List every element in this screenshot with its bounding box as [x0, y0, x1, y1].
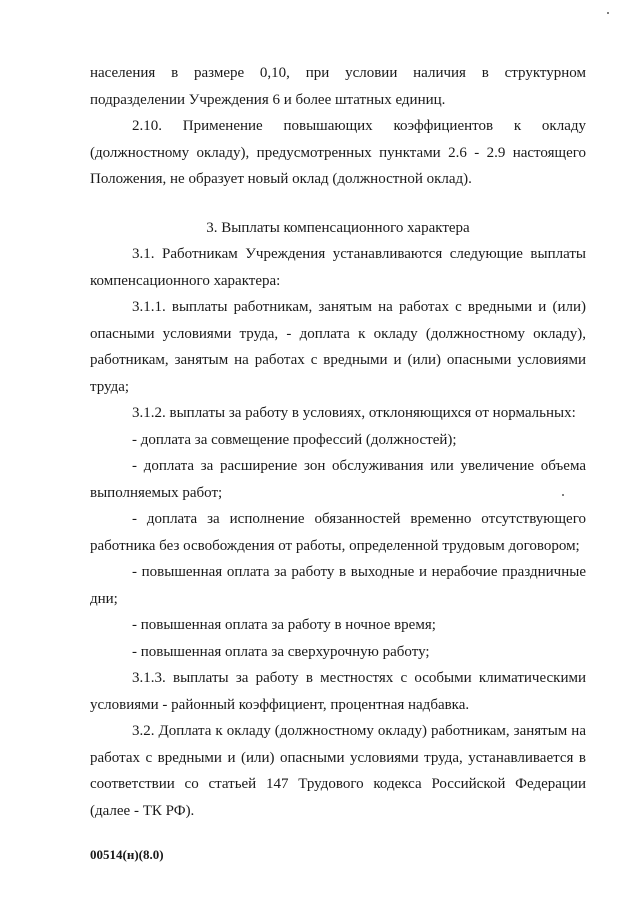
list-item: - доплата за исполнение обязанностей временно отсутствующего работника без освобождения от работы, определенной трудовым договором; — [90, 511, 586, 554]
list-item: - повышенная оплата за работу в ночное время; — [132, 617, 436, 633]
list-item: - доплата за совмещение профессий (должностей); — [132, 431, 457, 448]
list-item: - доплата за расширение зон обслуживания или увеличение объема выполняемых работ; — [90, 458, 586, 501]
paragraph: населения в размере 0,10, при условии наличия в структурном подразделении Учреждения 6 и более штатных единиц. — [90, 65, 586, 108]
list-item: - повышенная оплата за работу в выходные и нерабочие праздничные дни; — [90, 564, 586, 607]
paragraph: 3.1.1. выплаты работникам, занятым на работах с вредными и (или) опасными условиями труда, - доплата к окладу (должностному окладу), работникам, занятым на работах с вредными и (или) опасными условиями труда; — [90, 299, 586, 395]
scan-speck — [607, 12, 609, 14]
paragraph: 3.1. Работникам Учреждения устанавливаются следующие выплаты компенсационного характера: — [90, 246, 586, 289]
list-item: - повышенная оплата за сверхурочную работу; — [132, 643, 430, 660]
paragraph: 3.1.3. выплаты за работу в местностях с особыми климатическими условиями - районный коэффициент, процентная надбавка. — [90, 670, 586, 713]
paragraph: 3.2. Доплата к окладу (должностному окладу) работникам, занятым на работах с вредными и (или) опасными условиями труда, устанавливается в соответствии со статьей 147 Трудового кодекса Российской Федерации (далее - ТК РФ). — [90, 723, 586, 819]
document-body — [90, 60, 586, 824]
paragraph: 3.1.2. выплаты за работу в условиях, отклоняющихся от нормальных: — [132, 405, 576, 421]
section-heading: 3. Выплаты компенсационного характера — [206, 219, 470, 236]
footer-code: 00514(н)(8.0) — [90, 847, 164, 862]
paragraph: 2.10. Применение повышающих коэффициентов к окладу (должностному окладу), предусмотренных пунктами 2.6 - 2.9 настоящего Положения, не образует новый оклад (должностной оклад). — [90, 118, 586, 187]
